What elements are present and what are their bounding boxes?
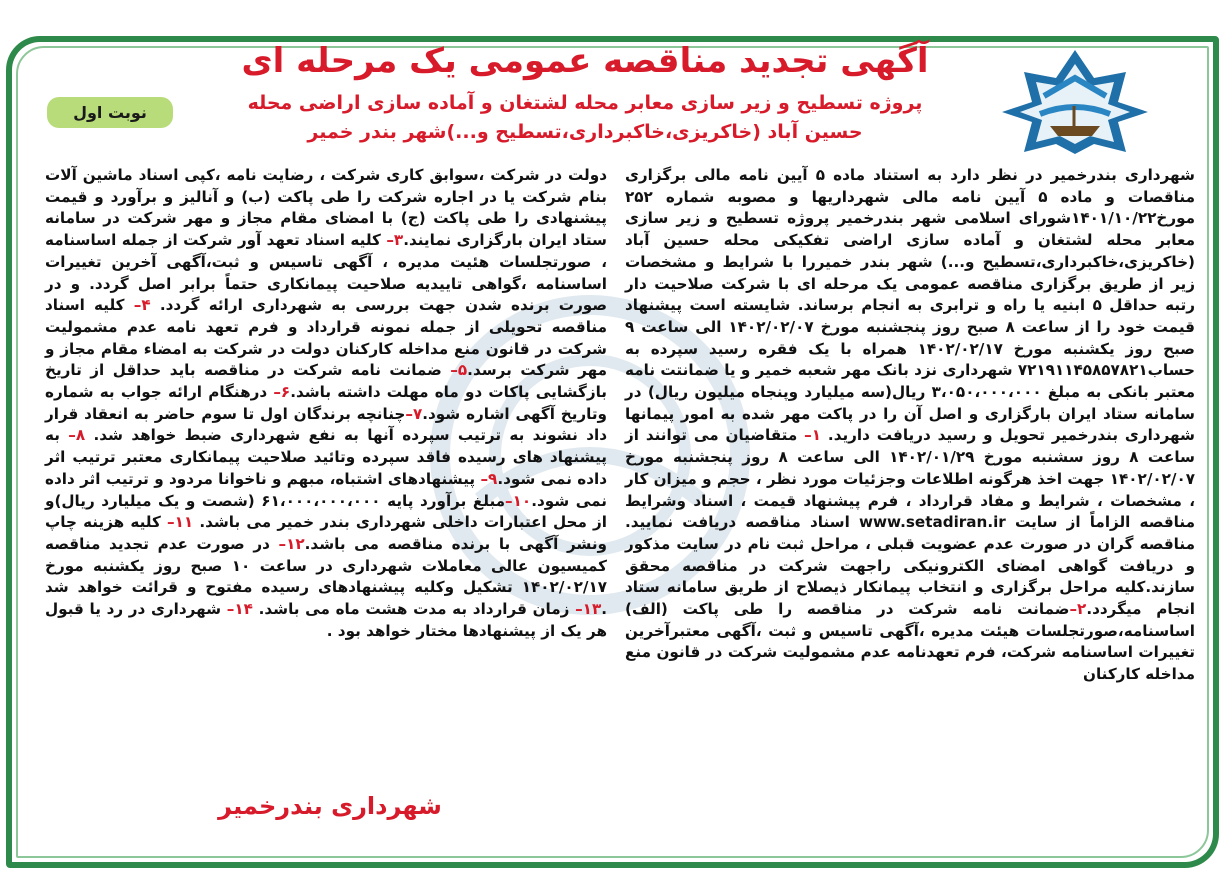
item-1-text-a: متقاضیان می توانند از ساعت ۸ روز سشنبه مورخ ۱۴۰۲/۰۱/۲۹ الی ساعت ۸ روز پنجشنبه مورخ ۱۴۰۲/۰۲/۰۷ جهت اخذ هرگونه اطلاعات وجزئیات مورد نظر ، حجم و میزان کار ، مشخصات ، شرایط و مفاد قرارداد ، فرم پیشنهاد قیمت ، اسناد وشرایط مناقصه الزاماً از سایت <box>625 426 1195 532</box>
municipality-logo-icon <box>1000 48 1150 156</box>
item-number-5: ۵– <box>450 361 468 380</box>
item-7-text: چنانچه برندگان اول تا سوم حاضر به انعقاد قرار داد نشوند به ترتیب سپرده آنها به نفع شهرداری ضبط خواهد شد. <box>45 404 607 445</box>
ad-subtitle-line-1: پروژه تسطیح و زیر سازی معابر محله لشتغان و آماده سازی اراضی محله <box>247 92 923 114</box>
item-13-text: زمان قرارداد به مدت هشت ماه می باشد. <box>258 600 576 619</box>
item-10-text: مبلغ برآورد پایه ۶۱،۰۰۰،۰۰۰،۰۰۰ (شصت و یک میلیارد ریال)و از محل اعتبارات داخلی شهرداری بندر خمیر می باشد. <box>45 491 607 532</box>
item-number-9: ۹– <box>480 469 498 488</box>
item-14-text: شهرداری در رد یا قبول هر یک از پیشنهادها مختار خواهد بود . <box>45 600 607 640</box>
item-9-text: پیشنهادهای اشتباه، مبهم و ناخوانا مردود و ترتیب اثر داده نمی شود. <box>45 469 608 510</box>
item-number-12: ۱۲– <box>278 534 305 553</box>
edition-badge: نوبت اول <box>47 97 173 128</box>
item-8-text: به پیشنهاد های رسیده فاقد سپرده وتائید صلاحیت پیمانکاری معتبر ترتیب اثر داده نمی شود. <box>45 426 607 488</box>
text-column-right <box>625 165 1195 815</box>
item-number-3: ۳– <box>386 231 404 250</box>
intro-paragraph: شهرداری بندرخمیر در نظر دارد به استناد ماده ۵ آیین نامه مالی برگزاری مناقصات و ماده ۵ آیین نامه مالی شهرداریها و مصوبه شماره ۲۵۲ مورخ۱۴۰۱/۱۰/۲۲شورای اسلامی شهر بندرخمیر پروژه تسطیح و زیر سازی معابر محله لشتغان و آماده سازی اراضی تفکیکی محله حسین آباد (خاکریزی،خاکبرداری،تسطیح و...) شهر بندر خمیررا با شرایط و مشخصات زیر از طریق برگزاری مناقصه عمومی یک مرحله ای با شرکت صلاحیت دار رتبه حداقل ۵ ابنیه یا راه و ترابری به انجام برساند. شایسته است پیشنهاد قیمت خود را از ساعت ۸ صبح روز پنجشنبه مورخ ۱۴۰۲/۰۲/۰۷ الی ساعت ۹ صبح روز یکشنبه مورخ ۱۴۰۲/۰۲/۱۷ همراه با یک فقره رسید سپرده به حساب۷۲۱۹۱۱۴۵۸۵۷۸۲۱ شهرداری نزد بانک مهر شعبه خمیر و یا ضمانتت نامه معتبر بانکی به مبلغ ۳،۰۵۰،۰۰۰،۰۰۰ ریال(سه میلیارد وپنجاه میلیون ریال) در سامانه ستاد ایران بارگزاری و اصل آن را در پاکت مهر شده به امور پیمانها شهرداری بندرخمیر تحویل و رسید دریافت دارید. <box>625 166 1195 445</box>
item-number-2: ۲– <box>1069 600 1087 619</box>
continuation-text: دولت در شرکت ،سوابق کاری شرکت ، رضایت نامه ،کپی اسناد ماشین آلات بنام شرکت یا در اجاره شرکت را طی پاکت (ب) و آنالیز و برآورد و قیمت پیشنهادی را طی پاکت (ج) با امضای مقام مجاز و مهر شرکت در سامانه ستاد ایران بارگزاری نمایند. <box>45 166 607 250</box>
item-1-text-b: اسناد مناقصه دریافت نمایید. مناقصه گران در صورت عدم عضویت قبلی ، مراحل ثبت نام در سایت مذکور و دریافت گواهی امضای الکترونیکی راجهت شرکت در مناقصه محقق سازند.کلیه مراحل برگزاری و انتخاب پیمانکار ذیصلاح از طریق سامانه ستاد انجام میگردد. <box>625 513 1195 619</box>
item-number-4: ۴– <box>133 296 151 315</box>
signature: شهرداری بندرخمیر <box>218 792 442 820</box>
item-number-11: ۱۱– <box>167 513 194 532</box>
item-11-text: کلیه هزینه چاپ ونشر آگهی با برنده مناقصه می باشد. <box>45 513 608 553</box>
item-4-text: کلیه اسناد مناقصه تحویلی از جمله نمونه قرارداد و فرم تعهد نامه عدم مشمولیت شرکت در قانون منع مداخله کارکنان دولت در شرکت به امضاء مقام مجاز و مهر شرکت برسد. <box>45 296 607 380</box>
item-number-7: ۷– <box>405 404 423 423</box>
setadiran-link[interactable]: www.setadiran.ir <box>858 513 1006 532</box>
item-3-text: کلیه اسناد تعهد آور شرکت از جمله اساسنامه ، صورتجلسات هئیت مدیره ، آگهی تاسیس و ثبت،آگهی آخرین تغییرات اساسنامه ،گواهی تاییدیه صلاحیت پیمانکاری حتماً برابر اصل گردد. و در صورت برنده شدن جهت بررسی به شهرداری ارائه گردد. <box>45 231 608 315</box>
item-number-13: ۱۳– <box>575 600 602 619</box>
item-12-text: در صورت عدم تجدید مناقصه کمیسیون عالی معاملات شهرداری در ساعت ۱۰ صبح روز یکشنبه مورخ ۱۴۰۲/۰۲/۱۷ تشکیل وکلیه پیشنهادهای رسیده مفتوح و قرائت خواهد شد . <box>45 534 607 619</box>
item-6-text: درهنگام ارائه جواب به شماره وتاریخ آگهی اشاره شود. <box>45 383 607 423</box>
item-number-10: ۱۰– <box>505 491 532 510</box>
ad-title: آگهی تجدید مناقصه عمومی یک مرحله ای <box>241 41 929 81</box>
item-number-1: ۱– <box>804 426 822 445</box>
item-number-8: ۸– <box>68 426 86 445</box>
item-number-14: ۱۴– <box>226 600 253 619</box>
item-number-6: ۶– <box>273 383 291 402</box>
ad-subtitle-line-2: حسین آباد (خاکریزی،خاکبرداری،تسطیح و...)شهر بندر خمیر <box>307 121 863 143</box>
item-5-text: ضمانت نامه شرکت در مناقصه باید حداقل از تاریخ بازگشایی پاکات دو ماه مهلت داشته باشد. <box>45 361 607 402</box>
text-column-left <box>45 165 607 783</box>
item-2-text: ضمانت نامه شرکت در مناقصه را طی پاکت (الف) اساسنامه،صورتجلسات هیئت مدیره ،آگهی تاسیس و ثبت ،آگهی معتبرآخرین تغییرات اساسنامه شرکت، فرم تعهدنامه عدم مشمولیت شرکت در قانون منع مداخله کارکنان <box>625 600 1195 684</box>
